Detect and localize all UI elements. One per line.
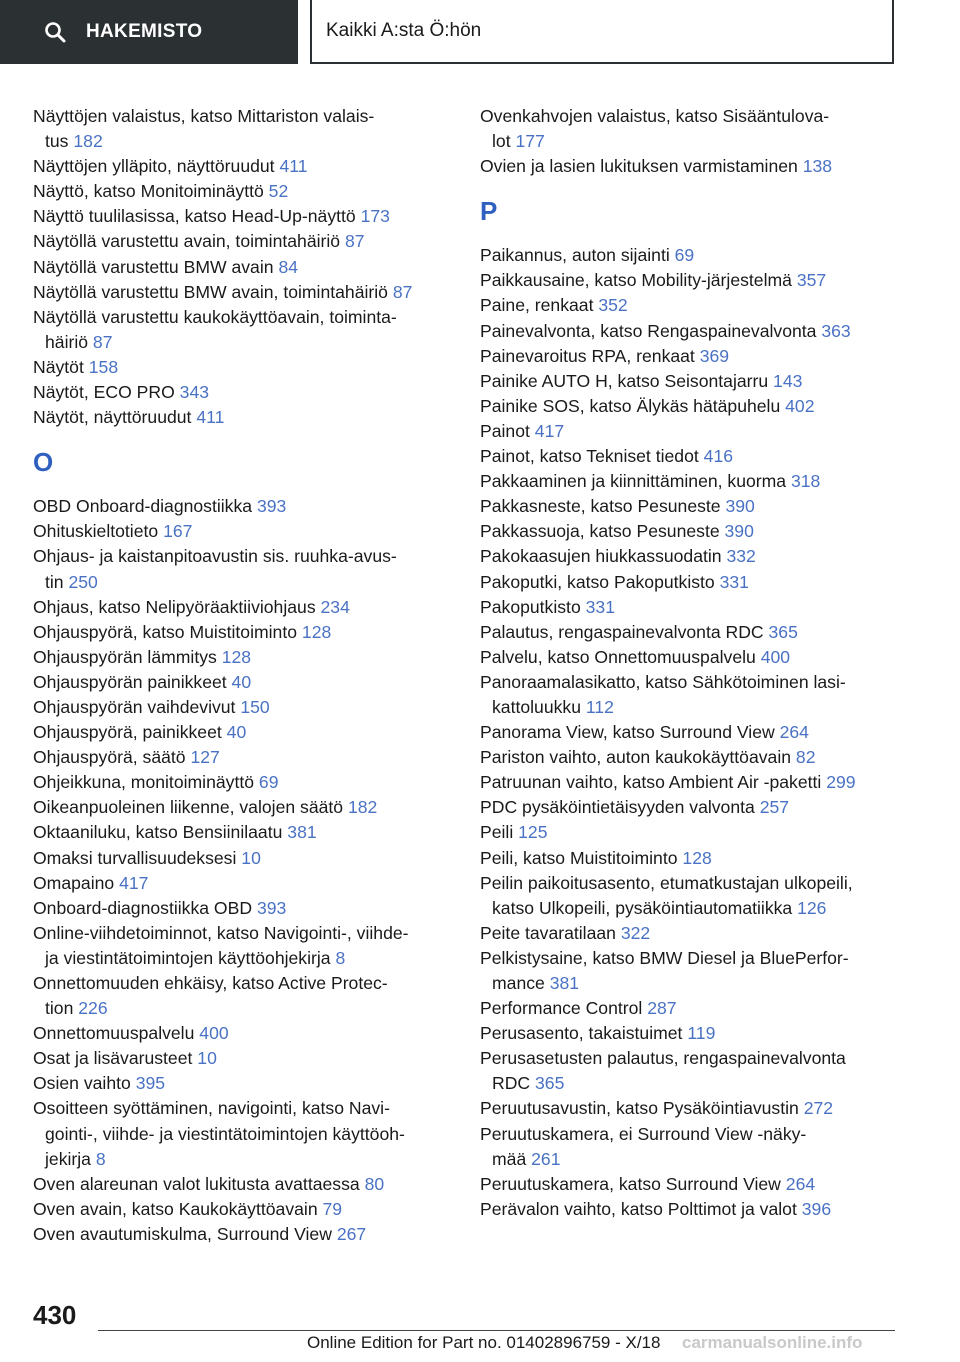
index-entry [480, 1021, 920, 1046]
page-reference-link[interactable]: 411 [196, 407, 225, 428]
index-entry-text: Ohjauspyörä, painikkeet [33, 722, 222, 743]
index-entry-text: Painevaroitus RPA, renkaat [480, 345, 695, 366]
index-entry [33, 104, 448, 129]
index-entry [480, 670, 920, 695]
index-entry [33, 670, 448, 695]
index-entry-text: Oikeanpuoleinen liikenne, valojen säätö [33, 797, 344, 818]
index-entry-text: Ohjauspyörän lämmitys [33, 646, 217, 667]
index-entry-text: Pakkasneste, katso Pesuneste [480, 496, 721, 517]
index-entry-text: lot [492, 131, 511, 152]
page-reference-link[interactable]: 400 [199, 1023, 229, 1044]
index-entry-text: Pakoputki, katso Pakoputkisto [480, 571, 715, 592]
index-entry [33, 380, 448, 405]
index-entry-text: Ohjeikkuna, monitoiminäyttö [33, 772, 255, 793]
index-entry [33, 229, 448, 254]
index-entry [480, 846, 920, 871]
page-reference-link[interactable]: 182 [347, 797, 378, 818]
page-reference-link[interactable]: 264 [785, 1173, 816, 1194]
page-reference-link[interactable]: 52 [268, 181, 289, 202]
page-reference-link[interactable]: 40 [226, 722, 247, 743]
index-entry-text: Perusasento, takaistuimet [480, 1023, 683, 1044]
index-entry-text: Painike AUTO H, katso Seisontajarru [480, 370, 769, 391]
index-entry [33, 1096, 448, 1121]
page-reference-link[interactable]: 257 [759, 797, 790, 818]
index-entry [480, 444, 920, 469]
page-reference-link[interactable]: 10 [241, 847, 261, 868]
index-entry [33, 405, 448, 430]
index-entry-text: Ovien ja lasien lukituksen varmistaminen [480, 156, 798, 177]
index-entry-text: Peili [480, 822, 514, 843]
page-reference-link[interactable]: 158 [88, 356, 119, 377]
index-entry [480, 243, 920, 268]
index-entry [480, 620, 920, 645]
index-entry [480, 519, 920, 544]
index-entry-text: Osien vaihto [33, 1073, 131, 1094]
index-entry [480, 1046, 920, 1071]
index-entry-text: mää [492, 1148, 527, 1169]
index-entry [33, 355, 448, 380]
index-entry-text: Ohjauspyörä, säätö [33, 747, 186, 768]
index-entry [480, 344, 920, 369]
index-entry-text: Painevalvonta, katso Rengaspainevalvonta [480, 320, 817, 341]
page-reference-link[interactable]: 234 [320, 596, 350, 617]
index-entry [480, 921, 920, 946]
index-entry [33, 971, 448, 996]
index-entry [480, 1197, 920, 1222]
index-entry-text: Painike SOS, katso Älykäs hätäpuhelu [480, 395, 781, 416]
page-reference-link[interactable]: 381 [287, 822, 317, 843]
page-reference-link[interactable]: 365 [535, 1073, 565, 1094]
index-entry [480, 293, 920, 318]
page-reference-link[interactable]: 167 [163, 521, 193, 542]
edition-text [307, 1333, 660, 1353]
index-entry [33, 204, 448, 229]
index-entry-text: katso Ulkopeili, pysäköintiautomatiikka [492, 897, 793, 918]
page-reference-link[interactable]: 264 [779, 722, 809, 743]
page-reference-link[interactable]: 125 [518, 822, 548, 843]
index-entry [480, 570, 920, 595]
index-entry-text: Patruunan vaihto, katso Ambient Air -paketti [480, 772, 822, 793]
edition-label: Online Edition for Part no. 01402896759 - X/18 [307, 1333, 661, 1352]
page-reference-link[interactable]: 322 [620, 922, 651, 943]
index-entry [33, 179, 448, 204]
page-reference-link[interactable]: 127 [190, 747, 220, 768]
index-entry-text: Peite tavaratilaan [480, 922, 616, 943]
page-reference-link[interactable]: 365 [768, 621, 798, 642]
index-entry [33, 1071, 448, 1096]
index-entry-text: Omaksi turvallisuudeksesi [33, 847, 237, 868]
index-entry-text: Oven avautumiskulma, Surround View [33, 1223, 332, 1244]
search-icon [44, 21, 66, 43]
index-entry-text: jekirja [45, 1148, 91, 1169]
index-entry-text: Pakoputkisto [480, 596, 581, 617]
index-entry [480, 104, 920, 129]
index-entry [480, 1096, 920, 1121]
index-entry-continuation [480, 971, 920, 996]
page-reference-link[interactable]: 393 [256, 897, 287, 918]
index-entry [33, 795, 448, 820]
index-entry-text: Peilin paikoitusasento, etumatkustajan ulkopeili, [480, 872, 853, 893]
index-entry-text: Onboard-diagnostiikka OBD [33, 897, 253, 918]
index-entry [33, 871, 448, 896]
page-reference-link[interactable]: 400 [760, 646, 791, 667]
page-reference-link[interactable]: 87 [92, 331, 113, 352]
page-reference-link[interactable]: 126 [797, 897, 827, 918]
index-entry-text: Panorama View, katso Surround View [480, 722, 775, 743]
top-navigation [0, 0, 960, 66]
index-entry-text: Ohjaus- ja kaistanpitoavustin sis. ruuhka-avus- [33, 546, 397, 567]
page-reference-link[interactable]: 80 [364, 1173, 385, 1194]
index-entry-text: Pakokaasujen hiukkassuodatin [480, 546, 722, 567]
index-entry-text: Palautus, rengaspainevalvonta RDC [480, 621, 764, 642]
index-entry-text: Oven alareunan valot lukitusta avattaessa [33, 1173, 360, 1194]
index-entry [480, 419, 920, 444]
page-reference-link[interactable]: 177 [515, 131, 545, 152]
a-to-z-title: Kaikki A:sta Ö:hön [326, 20, 482, 41]
index-entry-text: Näyttö tuulilasissa, katso Head-Up-näyttö [33, 206, 356, 227]
page-reference-link[interactable]: 272 [803, 1098, 834, 1119]
page-reference-link[interactable]: 150 [240, 696, 270, 717]
index-entry [480, 745, 920, 770]
index-entry-text: Ohjauspyörän painikkeet [33, 671, 227, 692]
index-entry-continuation [33, 1122, 448, 1147]
index-column-right [480, 104, 920, 1222]
index-entry-text: Panoraamalasikatto, katso Sähkötoiminen lasi- [480, 671, 846, 692]
index-entry [480, 946, 920, 971]
index-entry [33, 770, 448, 795]
index-entry-text: Näytöt, ECO PRO [33, 382, 175, 403]
index-entry [480, 770, 920, 795]
page-reference-link[interactable]: 390 [724, 521, 754, 542]
index-entry-text: Online-viihdetoiminnot, katso Navigointi-, viihde- [33, 922, 409, 943]
index-entry [33, 846, 448, 871]
page-reference-link[interactable]: 416 [703, 446, 734, 467]
index-entry [480, 394, 920, 419]
index-entry-text: Onnettomuuden ehkäisy, katso Active Protec- [33, 973, 388, 993]
index-entry-text: Ohituskieltotieto [33, 521, 159, 542]
page-reference-link[interactable]: 261 [531, 1148, 561, 1169]
index-entry [33, 595, 448, 620]
index-entry [480, 645, 920, 670]
index-entry-continuation [33, 570, 448, 595]
index-entry-continuation [480, 1147, 920, 1172]
index-entry-continuation [33, 996, 448, 1021]
index-entry-text: Näyttöjen ylläpito, näyttöruudut [33, 156, 275, 177]
page-reference-link[interactable]: 250 [68, 571, 98, 592]
page-reference-link[interactable]: 128 [301, 621, 332, 642]
index-entry [33, 695, 448, 720]
index-entry [33, 720, 448, 745]
index-entry [33, 1197, 448, 1222]
index-entry [480, 544, 920, 569]
index-search-tab[interactable] [0, 0, 298, 64]
a-to-z-tab[interactable] [310, 0, 894, 64]
index-entry [480, 1122, 920, 1147]
page-reference-link[interactable]: 343 [179, 382, 210, 403]
index-entry-text: Onnettomuuspalvelu [33, 1023, 195, 1044]
index-entry [480, 720, 920, 745]
index-entry-text: Näyttöjen valaistus, katso Mittariston valais- [33, 106, 375, 126]
index-entry [33, 1222, 448, 1247]
index-entry-text: Peili, katso Muistitoiminto [480, 847, 678, 868]
index-entry-text: tus [45, 131, 69, 152]
index-entry-text: Oven avain, katso Kaukokäyttöavain [33, 1198, 318, 1219]
page-reference-link[interactable]: 119 [687, 1023, 716, 1044]
index-entry-text: gointi-, viihde- ja viestintätoimintojen käyttöoh- [45, 1123, 405, 1144]
page-reference-link[interactable]: 40 [231, 671, 252, 692]
index-column-left [33, 104, 448, 1247]
page-number: 430 [33, 1300, 77, 1330]
page-reference-link[interactable]: 390 [725, 496, 755, 517]
index-entry [480, 871, 920, 896]
index-entry-text: Palvelu, katso Onnettomuuspalvelu [480, 646, 756, 667]
index-entry [33, 896, 448, 921]
index-entry [480, 494, 920, 519]
index-entry-text: RDC [492, 1073, 531, 1094]
index-search-label: HAKEMISTO [86, 21, 203, 42]
index-entry-continuation [480, 129, 920, 154]
page-reference-link[interactable]: 331 [585, 596, 615, 617]
page-reference-link[interactable]: 299 [826, 772, 856, 793]
page-reference-link[interactable]: 318 [790, 471, 821, 492]
index-entry-continuation [33, 129, 448, 154]
index-entry-text: Näytöt, näyttöruudut [33, 407, 192, 428]
page-reference-link[interactable]: 112 [585, 696, 614, 717]
index-entry-text: Näytöllä varustettu avain, toimintahäiriö [33, 231, 341, 252]
page-reference-link[interactable]: 82 [795, 747, 816, 768]
index-entry-text: tion [45, 998, 74, 1019]
page-reference-link[interactable]: 69 [258, 772, 279, 793]
page-reference-link[interactable]: 369 [699, 345, 730, 366]
index-entry-text: Näyttö, katso Monitoiminäyttö [33, 181, 264, 202]
index-entry [480, 996, 920, 1021]
index-entry [480, 1172, 920, 1197]
index-entry-text: Performance Control [480, 998, 643, 1019]
index-entry-text: Paine, renkaat [480, 295, 594, 316]
page-reference-link[interactable]: 417 [534, 420, 565, 441]
index-entry [33, 1021, 448, 1046]
index-entry-text: Omapaino [33, 872, 115, 893]
index-entry-text: Painot, katso Tekniset tiedot [480, 446, 699, 467]
index-entry-continuation [33, 946, 448, 971]
page-reference-link[interactable]: 173 [360, 206, 390, 227]
index-entry-text: Perävalon vaihto, katso Polttimot ja valot [480, 1198, 797, 1219]
footer-divider [98, 1330, 895, 1331]
page-reference-link[interactable]: 411 [279, 156, 308, 177]
index-entry [33, 154, 448, 179]
index-entry-text: Pakkassuoja, katso Pesuneste [480, 521, 720, 542]
index-letter-heading: O [33, 447, 54, 478]
page-reference-link[interactable]: 395 [135, 1073, 166, 1094]
page-reference-link[interactable]: 128 [221, 646, 252, 667]
index-entry-text: tin [45, 571, 64, 592]
index-entry-text: Ohjauspyörä, katso Muistitoiminto [33, 621, 298, 642]
page-reference-link[interactable]: 69 [674, 245, 695, 266]
page-reference-link[interactable]: 396 [801, 1198, 832, 1219]
index-entry-text: ja viestintätoimintojen käyttöohjekirja [45, 947, 331, 968]
page-reference-link[interactable]: 8 [335, 947, 346, 968]
index-entry [33, 645, 448, 670]
page-reference-link[interactable]: 352 [598, 295, 628, 316]
index-entry-text: Paikannus, auton sijainti [480, 245, 670, 266]
index-entry-continuation [480, 1071, 920, 1096]
page-reference-link[interactable]: 226 [78, 998, 108, 1019]
page-reference-link[interactable]: 357 [796, 270, 827, 291]
page-reference-link[interactable]: 84 [278, 256, 299, 277]
index-entry [33, 921, 448, 946]
index-entry-text: Ovenkahvojen valaistus, katso Sisääntulova- [480, 106, 830, 126]
index-entry-text: Ohjauspyörän vaihdevivut [33, 696, 236, 717]
index-entry [480, 795, 920, 820]
index-entry [480, 319, 920, 344]
page-reference-link[interactable]: 381 [549, 973, 580, 993]
index-entry-text: kattoluukku [492, 696, 581, 717]
index-entry [33, 544, 448, 569]
index-entry [33, 620, 448, 645]
index-entry-text: Perusasetusten palautus, rengaspainevalvonta [480, 1048, 846, 1069]
index-entry-text: Paikkausaine, katso Mobility-järjestelmä [480, 270, 792, 291]
index-entry [33, 745, 448, 770]
page-reference-link[interactable]: 287 [647, 998, 677, 1019]
index-entry-text: OBD Onboard-diagnostiikka [33, 496, 253, 517]
index-entry-text: Osoitteen syöttäminen, navigointi, katso Navi- [33, 1098, 390, 1119]
index-letter-heading: P [480, 196, 498, 227]
index-entry-continuation [33, 330, 448, 355]
page-reference-link[interactable]: 128 [682, 847, 712, 868]
index-entry-text: mance [492, 973, 545, 993]
page-reference-link[interactable]: 417 [119, 872, 149, 893]
index-entry [33, 280, 448, 305]
page-reference-link[interactable]: 79 [322, 1198, 343, 1219]
watermark: carmanualsonline.info [682, 1333, 863, 1352]
page-reference-link[interactable]: 363 [821, 320, 851, 341]
index-entry-text: Ohjaus, katso Nelipyöräaktiiviohjaus [33, 596, 316, 617]
page-reference-link[interactable]: 402 [785, 395, 815, 416]
index-entry-text: Pakkaaminen ja kiinnittäminen, kuorma [480, 471, 787, 492]
index-entry [480, 820, 920, 845]
page-reference-link[interactable]: 138 [802, 156, 833, 177]
index-entry [33, 820, 448, 845]
index-entry [33, 1172, 448, 1197]
page-reference-link[interactable]: 393 [256, 496, 287, 517]
index-entry [33, 1046, 448, 1071]
index-entry [33, 305, 448, 330]
index-entry [33, 255, 448, 280]
page-reference-link[interactable]: 10 [197, 1048, 217, 1069]
index-entry-text: Peruutuskamera, katso Surround View [480, 1173, 781, 1194]
page-reference-link[interactable]: 87 [392, 281, 413, 302]
page-reference-link[interactable]: 267 [336, 1223, 367, 1244]
index-entry-text: Osat ja lisävarusteet [33, 1048, 193, 1069]
index-entry-text: Näytöllä varustettu BMW avain [33, 256, 274, 277]
page-reference-link[interactable]: 87 [344, 231, 365, 252]
index-entry-text: Näytöllä varustettu kaukokäyttöavain, toiminta- [33, 306, 397, 327]
index-entry-text: Näytöllä varustettu BMW avain, toimintahäiriö [33, 281, 388, 302]
index-entry-text: Peruutuskamera, ei Surround View -näky- [480, 1123, 807, 1144]
index-entry-text: PDC pysäköintietäisyyden valvonta [480, 797, 755, 818]
page-reference-link[interactable]: 332 [726, 546, 756, 567]
index-entry-text: häiriö [45, 331, 89, 352]
page-reference-link[interactable]: 8 [95, 1148, 106, 1169]
index-entry-text: Pariston vaihto, auton kaukokäyttöavain [480, 747, 792, 768]
index-entry-continuation [480, 896, 920, 921]
index-entry [480, 154, 920, 179]
index-entry-continuation [480, 695, 920, 720]
page-reference-link[interactable]: 331 [719, 571, 749, 592]
index-entry [480, 268, 920, 293]
index-entry [480, 369, 920, 394]
index-entry-continuation [33, 1147, 448, 1172]
index-entry [33, 494, 448, 519]
index-entry-text: Painot [480, 420, 530, 441]
index-entry-text: Pelkistysaine, katso BMW Diesel ja BluePerfor- [480, 947, 849, 968]
index-entry [33, 519, 448, 544]
page-reference-link[interactable]: 182 [73, 131, 103, 152]
index-entry-text: Näytöt [33, 356, 84, 377]
index-entry [480, 595, 920, 620]
index-entry-text: Peruutusavustin, katso Pysäköintiavustin [480, 1098, 799, 1119]
page-reference-link[interactable]: 143 [773, 370, 803, 391]
index-entry-text: Oktaaniluku, katso Bensiinilaatu [33, 822, 283, 843]
index-entry [480, 469, 920, 494]
